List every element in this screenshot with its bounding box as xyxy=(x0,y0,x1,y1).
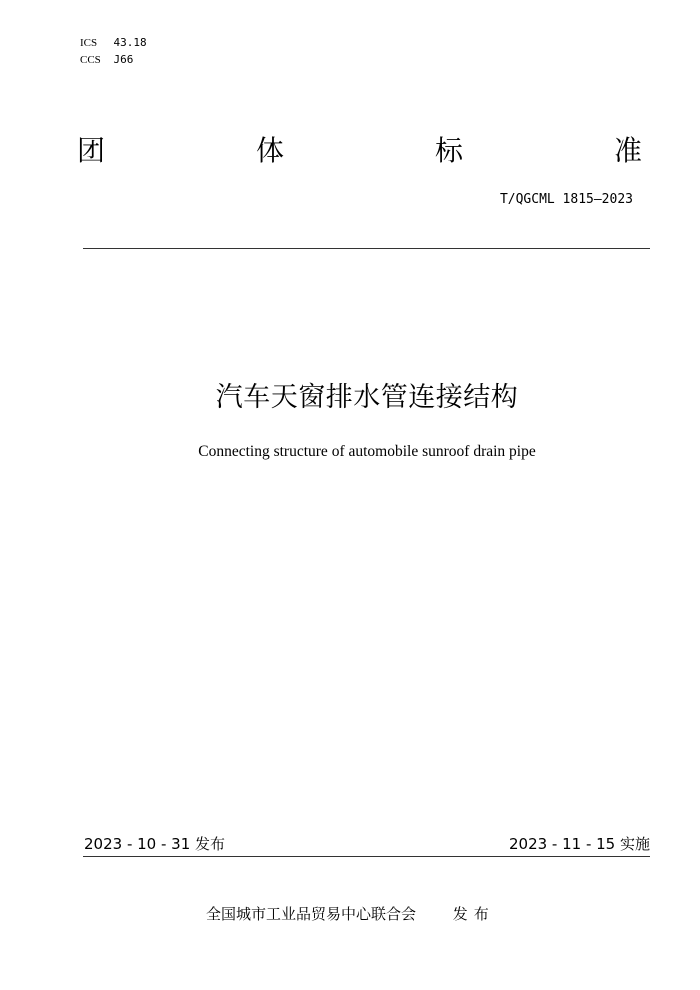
publisher-name: 全国城市工业品贸易中心联合会 xyxy=(206,905,417,923)
standard-number: T/QGCML 1815—2023 xyxy=(499,192,633,207)
publisher-row xyxy=(206,905,495,923)
standard-type-char-4: 准 xyxy=(614,134,643,167)
ics-label: ICS xyxy=(80,37,98,49)
ccs-code-row xyxy=(80,53,133,67)
ccs-value: J66 xyxy=(113,53,134,66)
top-divider xyxy=(83,248,650,249)
bottom-divider xyxy=(83,856,650,857)
standard-type-char-3: 标 xyxy=(435,134,464,167)
implementation-date: 2023 - 11 - 15 实施 xyxy=(508,835,650,853)
title-chinese: 汽车天窗排水管连接结构 xyxy=(215,382,519,413)
ccs-label: CCS xyxy=(80,54,101,66)
ics-value: 43.18 xyxy=(113,36,147,49)
standard-type-char-1: 团 xyxy=(77,134,106,167)
standard-type-char-2: 体 xyxy=(256,134,285,167)
title-english: Connecting structure of automobile sunroof drain pipe xyxy=(198,443,536,460)
ics-code-row xyxy=(80,36,147,50)
publish-label: 发布 xyxy=(452,905,495,923)
issue-date: 2023 - 10 - 31 发布 xyxy=(84,835,226,853)
